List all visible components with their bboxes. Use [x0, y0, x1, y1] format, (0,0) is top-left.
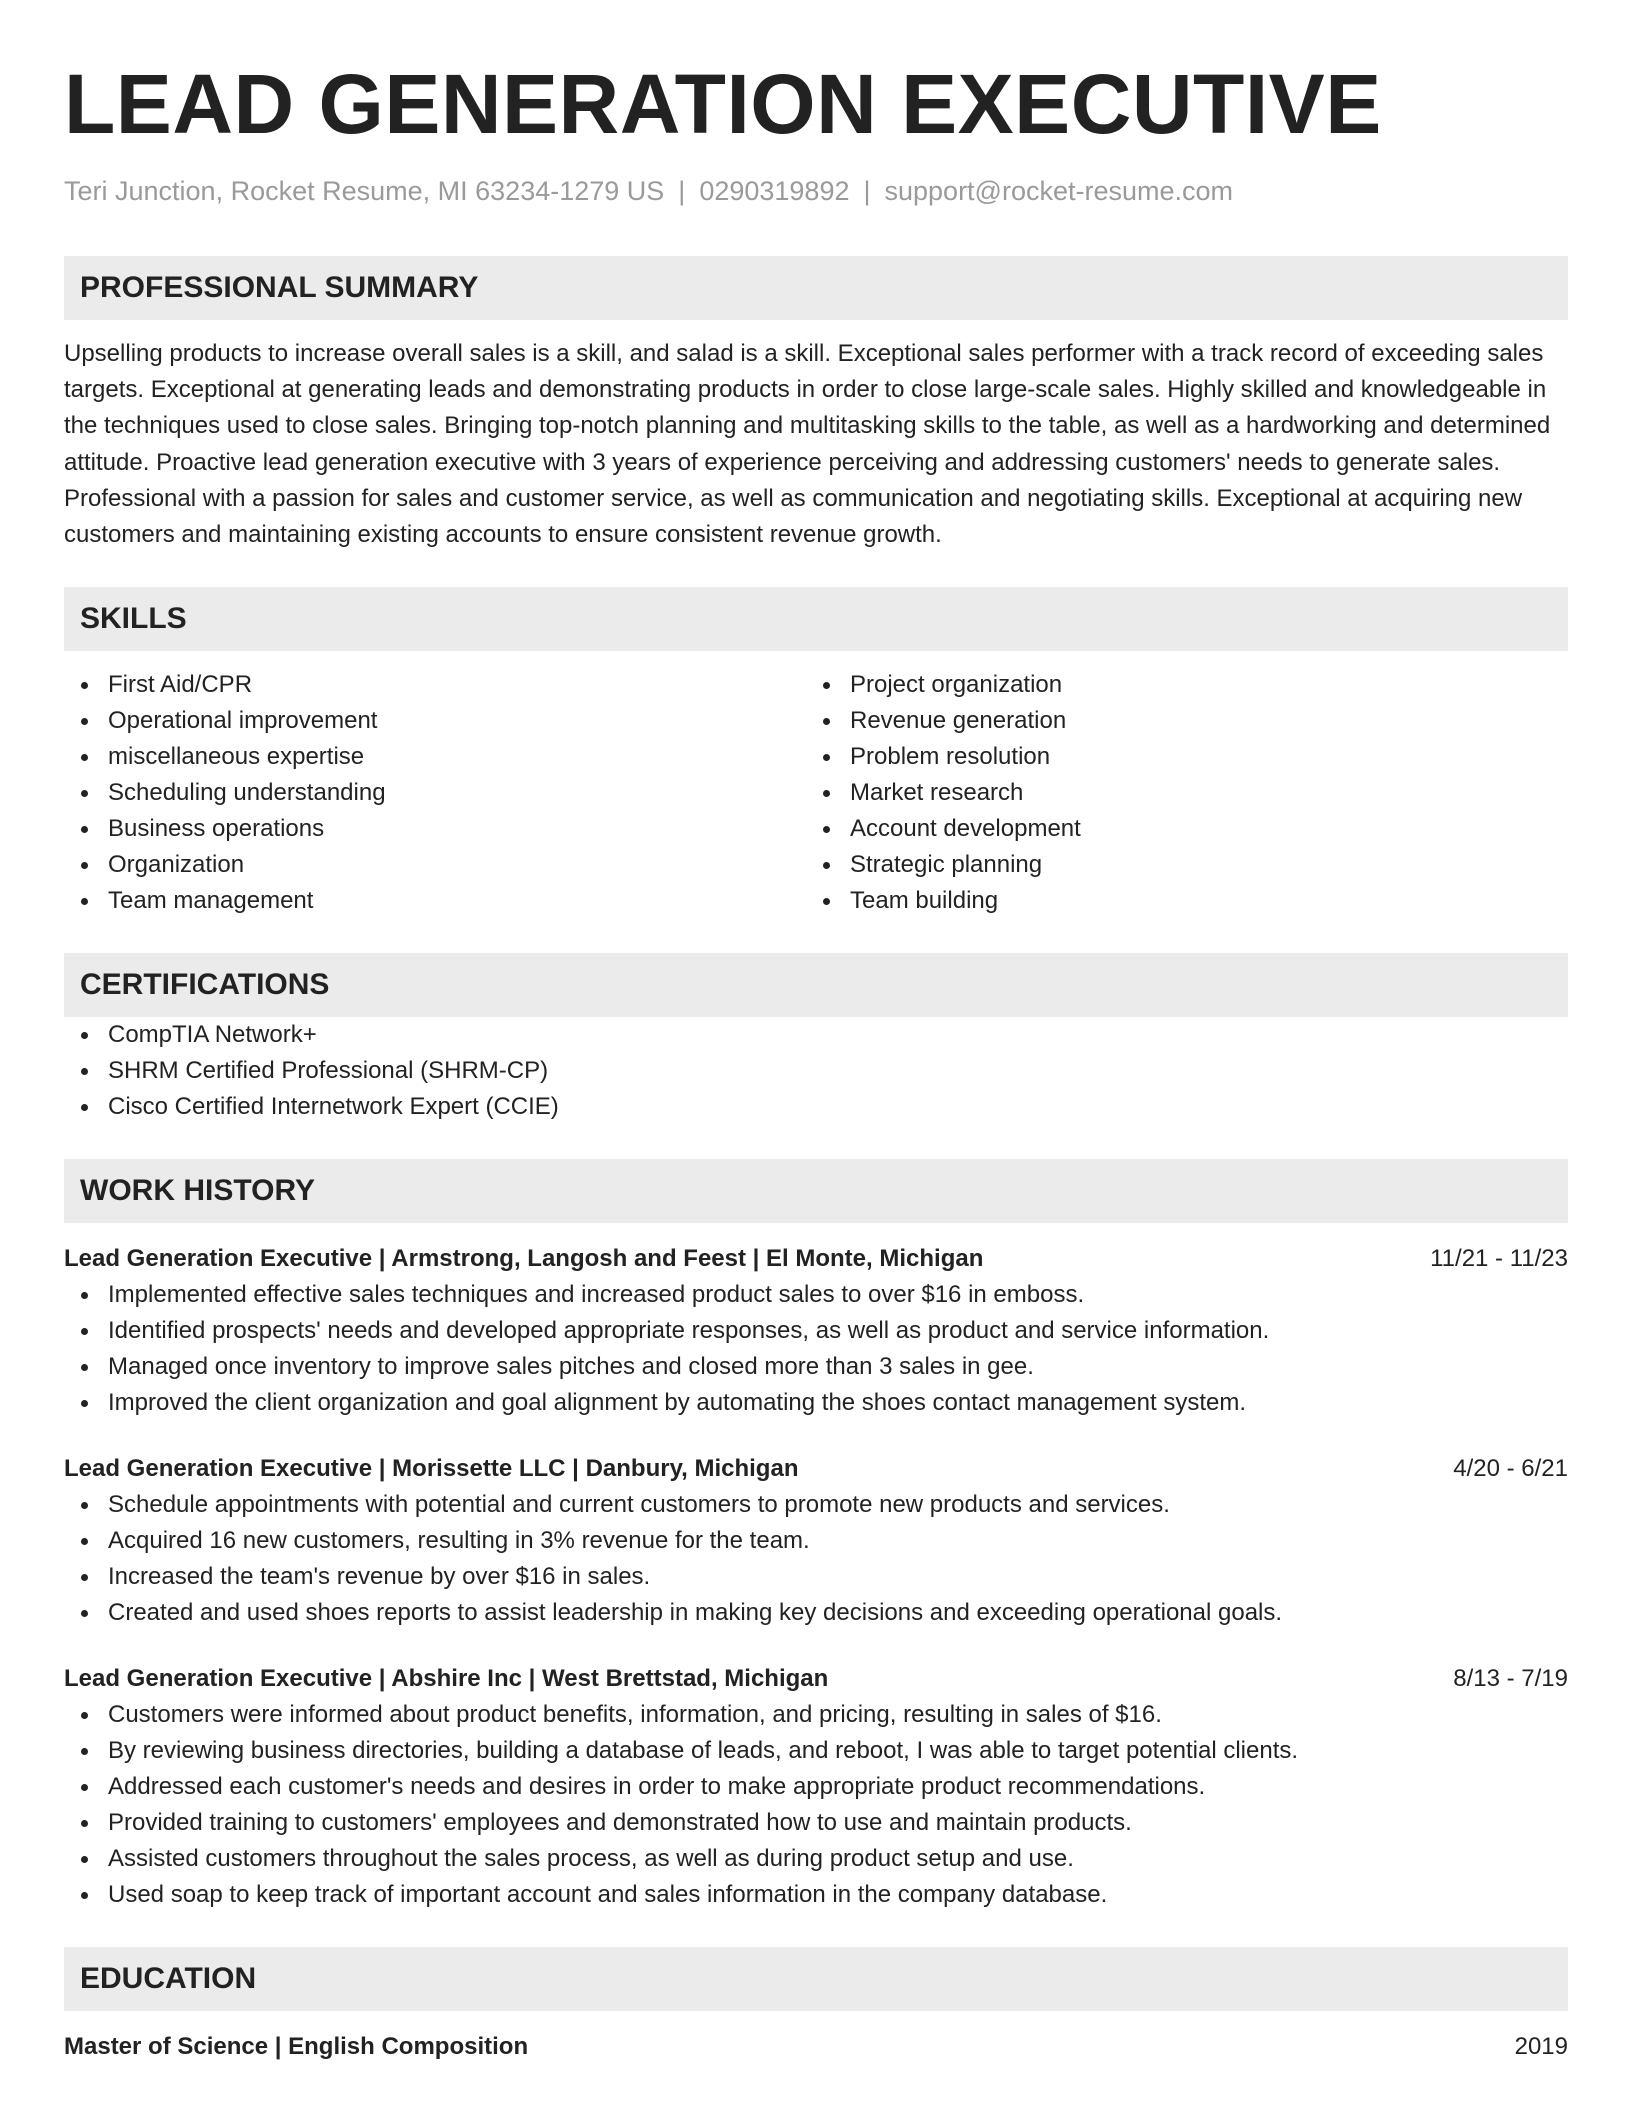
skill-item: First Aid/CPR — [64, 667, 806, 703]
job-header — [64, 1241, 1568, 1277]
job-bullet: Acquired 16 new customers, resulting in 3% revenue for the team. — [64, 1523, 1568, 1559]
skill-item: Scheduling understanding — [64, 775, 806, 811]
job-dates: 11/21 - 11/23 — [1430, 1245, 1568, 1273]
job-bullet: Assisted customers throughout the sales process, as well as during product setup and use. — [64, 1841, 1568, 1877]
job-bullet: Increased the team's revenue by over $16 in sales. — [64, 1559, 1568, 1595]
section-header-education: EDUCATION — [64, 1947, 1568, 2011]
skill-item: Problem resolution — [806, 739, 1548, 775]
job-bullets — [64, 1277, 1568, 1421]
job-dates: 4/20 - 6/21 — [1453, 1455, 1568, 1483]
skills-column-left — [64, 667, 806, 919]
job-bullet: Customers were informed about product benefits, information, and pricing, resulting in sales of $16. — [64, 1697, 1568, 1733]
skill-item: Strategic planning — [806, 847, 1548, 883]
skill-item: Revenue generation — [806, 703, 1548, 739]
job-bullet: Schedule appointments with potential and current customers to promote new products and services. — [64, 1487, 1568, 1523]
job-entry — [64, 1241, 1568, 1421]
job-title: Lead Generation Executive | Abshire Inc | West Brettstad, Michigan — [64, 1665, 829, 1693]
resume-page — [64, 0, 1568, 2065]
certifications-list — [64, 1017, 1568, 1125]
skills-list-left — [64, 667, 806, 919]
job-bullet: Implemented effective sales techniques and increased product sales to over $16 in emboss. — [64, 1277, 1568, 1313]
certification-item: Cisco Certified Internetwork Expert (CCIE) — [64, 1089, 1568, 1125]
skill-item: Market research — [806, 775, 1548, 811]
skill-item: Project organization — [806, 667, 1548, 703]
job-bullet: Managed once inventory to improve sales pitches and closed more than 3 sales in gee. — [64, 1349, 1568, 1385]
section-header-skills: SKILLS — [64, 587, 1568, 651]
summary-text: Upselling products to increase overall sales is a skill, and salad is a skill. Exceptional sales performer with a track record of exceeding sales targets. Exceptional at generating leads and demonstrating products in order to close large-scale sales. Highly skilled and knowledgeable in the techniques used to close sales. Bringing top-notch planning and multitasking skills to the table, as well as a hardworking and determined attitude. Proactive lead generation executive with 3 years of experience perceiving and addressing customers' needs to generate sales. Professional with a passion for sales and customer service, as well as communication and negotiating skills. Exceptional at acquiring new customers and maintaining existing accounts to ensure consistent revenue growth. — [64, 340, 1551, 549]
skills-list-right — [806, 667, 1548, 919]
skill-item: Operational improvement — [64, 703, 806, 739]
section-header-certifications: CERTIFICATIONS — [64, 953, 1568, 1017]
job-bullet: Improved the client organization and goal alignment by automating the shoes contact management system. — [64, 1385, 1568, 1421]
job-bullet: Addressed each customer's needs and desires in order to make appropriate product recommendations. — [64, 1769, 1568, 1805]
skills-column-right — [806, 667, 1548, 919]
skill-item: Organization — [64, 847, 806, 883]
job-bullet: Used soap to keep track of important account and sales information in the company database. — [64, 1877, 1568, 1913]
job-bullet: Identified prospects' needs and developed appropriate responses, as well as product and service information. — [64, 1313, 1568, 1349]
job-bullet: By reviewing business directories, building a database of leads, and reboot, I was able to target potential clients. — [64, 1733, 1568, 1769]
contact-address: Teri Junction, Rocket Resume, MI 63234-1279 US — [64, 176, 665, 206]
job-bullet: Provided training to customers' employees and demonstrated how to use and maintain products. — [64, 1805, 1568, 1841]
job-title: Lead Generation Executive | Armstrong, Langosh and Feest | El Monte, Michigan — [64, 1245, 984, 1273]
education-degree: Master of Science | English Composition — [64, 2033, 529, 2061]
skill-item: Team management — [64, 883, 806, 919]
contact-phone: 0290319892 — [699, 176, 850, 206]
job-bullet: Created and used shoes reports to assist leadership in making key decisions and exceeding operational goals. — [64, 1595, 1568, 1631]
job-header — [64, 1451, 1568, 1487]
contact-line — [64, 174, 1568, 208]
education-year: 2019 — [1514, 2033, 1568, 2061]
job-dates: 8/13 - 7/19 — [1453, 1665, 1568, 1693]
contact-separator: | — [863, 176, 871, 206]
job-entry — [64, 1451, 1568, 1631]
skills-grid — [64, 667, 1568, 919]
resume-name-title: LEAD GENERATION EXECUTIVE — [64, 57, 1382, 151]
skill-item: Business operations — [64, 811, 806, 847]
skill-item: Account development — [806, 811, 1548, 847]
certification-item: CompTIA Network+ — [64, 1017, 1568, 1053]
contact-separator: | — [678, 176, 686, 206]
contact-email: support@rocket-resume.com — [884, 176, 1234, 206]
job-bullets — [64, 1487, 1568, 1631]
job-header — [64, 1661, 1568, 1697]
certification-item: SHRM Certified Professional (SHRM-CP) — [64, 1053, 1568, 1089]
job-title: Lead Generation Executive | Morissette LLC | Danbury, Michigan — [64, 1455, 799, 1483]
skill-item: Team building — [806, 883, 1548, 919]
job-bullets — [64, 1697, 1568, 1913]
job-entry — [64, 1661, 1568, 1913]
section-header-summary: PROFESSIONAL SUMMARY — [64, 256, 1568, 320]
section-header-work-history: WORK HISTORY — [64, 1159, 1568, 1223]
education-entry — [64, 2029, 1568, 2065]
skill-item: miscellaneous expertise — [64, 739, 806, 775]
